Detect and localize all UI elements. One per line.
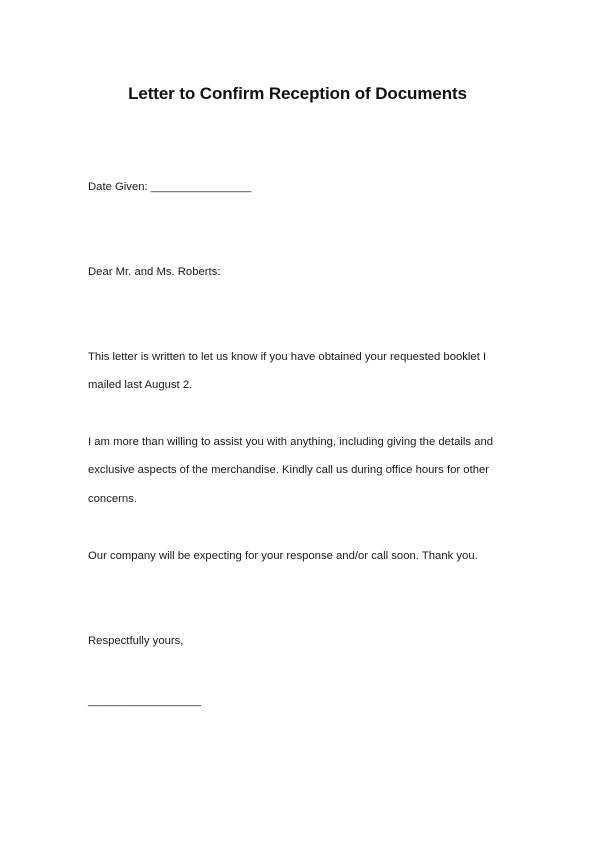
paragraph-2-line-3: concerns. bbox=[88, 493, 137, 505]
salutation: Dear Mr. and Ms. Roberts: bbox=[88, 266, 221, 278]
closing: Respectfully yours, bbox=[88, 635, 184, 647]
paragraph-1-line-2: mailed last August 2. bbox=[88, 379, 193, 391]
paragraph-3-line-1: Our company will be expecting for your response and/or call soon. Thank you. bbox=[88, 550, 478, 562]
date-given-line: Date Given: ________________ bbox=[88, 181, 252, 193]
letter-title: Letter to Confirm Reception of Documents bbox=[128, 84, 467, 103]
signature-line: __________________ bbox=[88, 695, 202, 707]
paragraph-1-line-1: This letter is written to let us know if you have obtained your requested booklet I bbox=[88, 351, 487, 363]
paragraph-2-line-1: I am more than willing to assist you with anything, including giving the details and bbox=[88, 436, 494, 448]
paragraph-2-line-2: exclusive aspects of the merchandise. Kindly call us during office hours for other bbox=[88, 464, 490, 476]
